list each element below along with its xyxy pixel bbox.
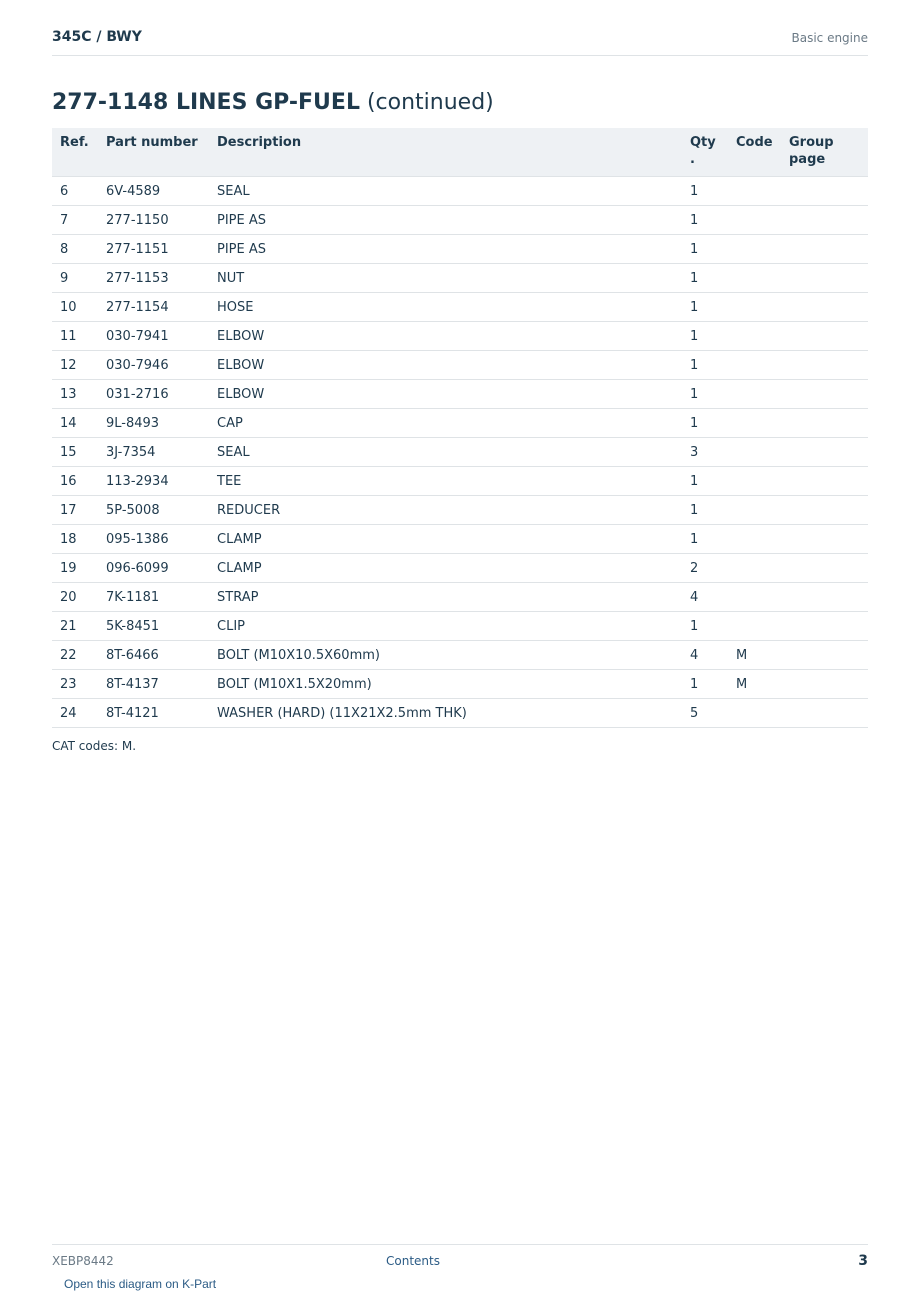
row-ref: 17 bbox=[52, 496, 98, 525]
row-qty: 4 bbox=[682, 583, 728, 612]
table-row bbox=[52, 177, 868, 206]
row-group-page bbox=[781, 409, 868, 438]
row-code: M bbox=[728, 670, 781, 699]
row-part-number: 113-2934 bbox=[98, 467, 209, 496]
row-description: CLAMP bbox=[209, 525, 682, 554]
row-part-number: 6V-4589 bbox=[98, 177, 209, 206]
row-qty: 1 bbox=[682, 351, 728, 380]
row-qty: 1 bbox=[682, 612, 728, 641]
row-ref: 16 bbox=[52, 467, 98, 496]
row-group-page bbox=[781, 525, 868, 554]
kpart-diagram-link[interactable]: Open this diagram on K-Part bbox=[64, 1277, 217, 1291]
row-description: STRAP bbox=[209, 583, 682, 612]
row-part-number: 030-7946 bbox=[98, 351, 209, 380]
row-description: BOLT (M10X10.5X60mm) bbox=[209, 641, 682, 670]
row-ref: 21 bbox=[52, 612, 98, 641]
page-footer bbox=[52, 1244, 868, 1269]
table-row bbox=[52, 496, 868, 525]
table-row bbox=[52, 322, 868, 351]
row-description: REDUCER bbox=[209, 496, 682, 525]
row-group-page bbox=[781, 612, 868, 641]
row-qty: 1 bbox=[682, 380, 728, 409]
row-qty: 1 bbox=[682, 322, 728, 351]
row-part-number: 095-1386 bbox=[98, 525, 209, 554]
row-description: ELBOW bbox=[209, 351, 682, 380]
row-part-number: 3J-7354 bbox=[98, 438, 209, 467]
row-code bbox=[728, 177, 781, 206]
row-group-page bbox=[781, 699, 868, 728]
row-description: PIPE AS bbox=[209, 235, 682, 264]
row-part-number: 8T-4121 bbox=[98, 699, 209, 728]
row-code bbox=[728, 206, 781, 235]
table-row bbox=[52, 670, 868, 699]
col-header-qty: Qty . bbox=[682, 128, 728, 177]
row-part-number: 7K-1181 bbox=[98, 583, 209, 612]
row-code bbox=[728, 322, 781, 351]
row-code bbox=[728, 583, 781, 612]
table-row bbox=[52, 699, 868, 728]
table-row bbox=[52, 380, 868, 409]
row-description: SEAL bbox=[209, 177, 682, 206]
row-code bbox=[728, 264, 781, 293]
row-qty: 1 bbox=[682, 293, 728, 322]
table-row bbox=[52, 467, 868, 496]
row-qty: 4 bbox=[682, 641, 728, 670]
row-code bbox=[728, 409, 781, 438]
row-group-page bbox=[781, 670, 868, 699]
row-group-page bbox=[781, 206, 868, 235]
row-ref: 23 bbox=[52, 670, 98, 699]
row-code bbox=[728, 612, 781, 641]
col-header-code: Code bbox=[728, 128, 781, 177]
row-part-number: 031-2716 bbox=[98, 380, 209, 409]
row-code bbox=[728, 293, 781, 322]
row-qty: 1 bbox=[682, 467, 728, 496]
col-header-ref: Ref. bbox=[52, 128, 98, 177]
row-code bbox=[728, 380, 781, 409]
row-ref: 18 bbox=[52, 525, 98, 554]
row-group-page bbox=[781, 351, 868, 380]
row-ref: 12 bbox=[52, 351, 98, 380]
row-description: TEE bbox=[209, 467, 682, 496]
table-row bbox=[52, 235, 868, 264]
table-row bbox=[52, 583, 868, 612]
row-description: NUT bbox=[209, 264, 682, 293]
table-row bbox=[52, 612, 868, 641]
row-code bbox=[728, 438, 781, 467]
row-ref: 24 bbox=[52, 699, 98, 728]
table-row bbox=[52, 554, 868, 583]
row-ref: 11 bbox=[52, 322, 98, 351]
row-part-number: 9L-8493 bbox=[98, 409, 209, 438]
row-group-page bbox=[781, 293, 868, 322]
row-qty: 1 bbox=[682, 235, 728, 264]
row-qty: 1 bbox=[682, 496, 728, 525]
col-header-group-page: Group page bbox=[781, 128, 868, 177]
row-description: CLAMP bbox=[209, 554, 682, 583]
cat-codes-note: CAT codes: M. bbox=[52, 739, 137, 753]
row-group-page bbox=[781, 177, 868, 206]
page-title bbox=[52, 90, 494, 115]
row-qty: 1 bbox=[682, 409, 728, 438]
row-description: ELBOW bbox=[209, 322, 682, 351]
row-qty: 1 bbox=[682, 264, 728, 293]
row-group-page bbox=[781, 235, 868, 264]
group-title: 277-1148 LINES GP-FUEL bbox=[52, 90, 360, 115]
row-ref: 22 bbox=[52, 641, 98, 670]
row-description: BOLT (M10X1.5X20mm) bbox=[209, 670, 682, 699]
row-qty: 1 bbox=[682, 206, 728, 235]
col-header-description: Description bbox=[209, 128, 682, 177]
row-group-page bbox=[781, 264, 868, 293]
parts-table bbox=[52, 128, 868, 728]
row-group-page bbox=[781, 380, 868, 409]
row-ref: 10 bbox=[52, 293, 98, 322]
row-code bbox=[728, 351, 781, 380]
row-code bbox=[728, 525, 781, 554]
page-number: 3 bbox=[858, 1253, 868, 1269]
title-suffix: (continued) bbox=[366, 90, 494, 115]
row-ref: 13 bbox=[52, 380, 98, 409]
row-part-number: 5K-8451 bbox=[98, 612, 209, 641]
row-description: SEAL bbox=[209, 438, 682, 467]
row-description: ELBOW bbox=[209, 380, 682, 409]
table-row bbox=[52, 206, 868, 235]
row-qty: 5 bbox=[682, 699, 728, 728]
row-description: WASHER (HARD) (11X21X2.5mm THK) bbox=[209, 699, 682, 728]
row-code bbox=[728, 699, 781, 728]
row-code bbox=[728, 554, 781, 583]
row-qty: 3 bbox=[682, 438, 728, 467]
row-ref: 7 bbox=[52, 206, 98, 235]
row-part-number: 277-1153 bbox=[98, 264, 209, 293]
row-group-page bbox=[781, 467, 868, 496]
row-group-page bbox=[781, 583, 868, 612]
row-ref: 6 bbox=[52, 177, 98, 206]
row-group-page bbox=[781, 438, 868, 467]
row-qty: 1 bbox=[682, 525, 728, 554]
row-code bbox=[728, 467, 781, 496]
row-part-number: 277-1151 bbox=[98, 235, 209, 264]
row-part-number: 277-1150 bbox=[98, 206, 209, 235]
table-row bbox=[52, 264, 868, 293]
row-part-number: 096-6099 bbox=[98, 554, 209, 583]
row-ref: 20 bbox=[52, 583, 98, 612]
table-row bbox=[52, 525, 868, 554]
row-part-number: 5P-5008 bbox=[98, 496, 209, 525]
row-qty: 1 bbox=[682, 177, 728, 206]
row-ref: 15 bbox=[52, 438, 98, 467]
col-header-part-number: Part number bbox=[98, 128, 209, 177]
row-part-number: 8T-4137 bbox=[98, 670, 209, 699]
page-header bbox=[52, 28, 868, 56]
row-description: PIPE AS bbox=[209, 206, 682, 235]
row-part-number: 030-7941 bbox=[98, 322, 209, 351]
table-row bbox=[52, 641, 868, 670]
row-group-page bbox=[781, 322, 868, 351]
row-description: CAP bbox=[209, 409, 682, 438]
table-header-row bbox=[52, 128, 868, 177]
row-ref: 14 bbox=[52, 409, 98, 438]
table-row bbox=[52, 293, 868, 322]
contents-link[interactable]: Contents bbox=[386, 1254, 440, 1268]
row-code bbox=[728, 496, 781, 525]
row-code bbox=[728, 235, 781, 264]
document-id: XEBP8442 bbox=[52, 1254, 114, 1268]
row-ref: 9 bbox=[52, 264, 98, 293]
row-description: CLIP bbox=[209, 612, 682, 641]
model-breadcrumb: 345C / BWY bbox=[52, 29, 142, 45]
row-description: HOSE bbox=[209, 293, 682, 322]
row-ref: 19 bbox=[52, 554, 98, 583]
table-row bbox=[52, 409, 868, 438]
row-code: M bbox=[728, 641, 781, 670]
row-group-page bbox=[781, 496, 868, 525]
row-part-number: 8T-6466 bbox=[98, 641, 209, 670]
table-row bbox=[52, 351, 868, 380]
table-row bbox=[52, 438, 868, 467]
row-ref: 8 bbox=[52, 235, 98, 264]
section-name: Basic engine bbox=[791, 31, 868, 45]
row-qty: 1 bbox=[682, 670, 728, 699]
row-group-page bbox=[781, 641, 868, 670]
row-part-number: 277-1154 bbox=[98, 293, 209, 322]
row-qty: 2 bbox=[682, 554, 728, 583]
row-group-page bbox=[781, 554, 868, 583]
